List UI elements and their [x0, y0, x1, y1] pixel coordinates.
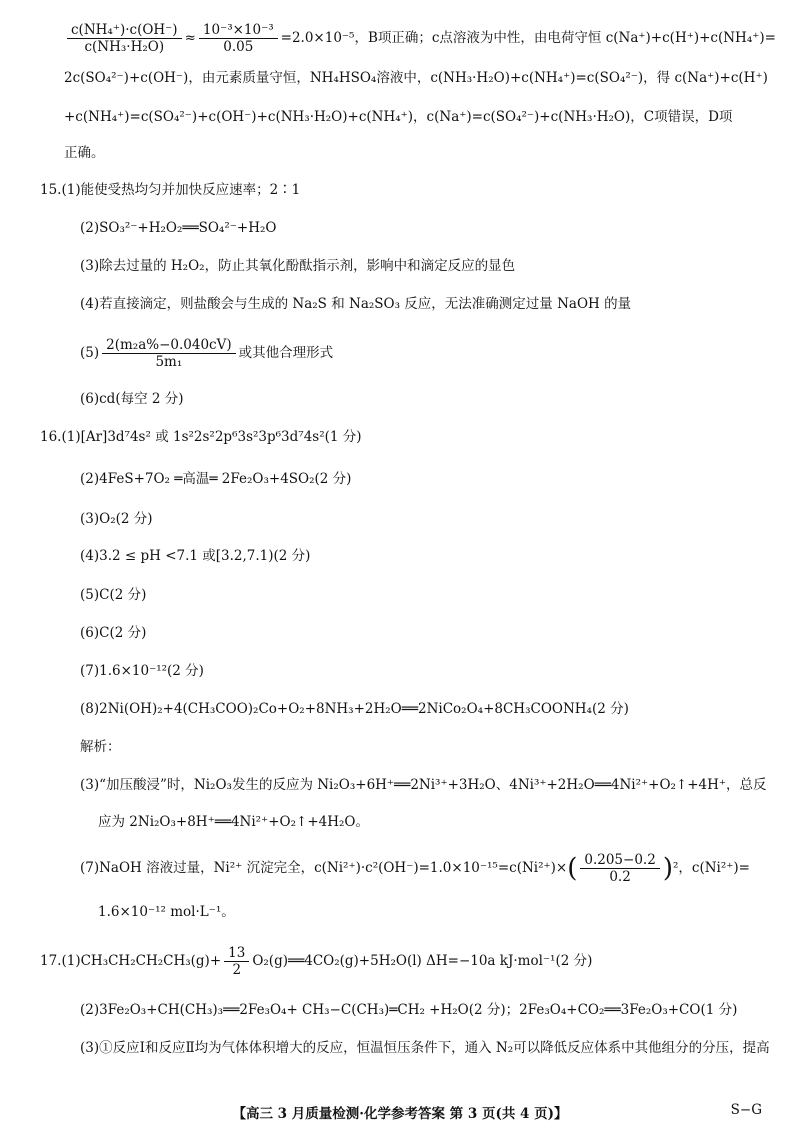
value-fraction: $\frac{\text{10⁻³×10⁻³}}{0.05}$ — [199, 22, 278, 55]
analysis-3-line1: (3)“加压酸浸”时，Ni₂O₃发生的反应为 Ni₂O₃+6H⁺══2Ni³⁺+3H₂O、4Ni³⁺+2H₂O══4Ni²⁺+O₂↑+4H⁺，总反 — [80, 777, 767, 793]
q15-part5: (5) $\frac{\text{2(m₂a\%−0.040cV)}}{\text{5m₁}}$ 或其他合理形式 — [80, 337, 334, 370]
footer-title: 【高三 3 月质量检测·化学参考答案 第 3 页(共 4 页)】 — [232, 1106, 568, 1122]
paragraph-line-2: 2c(SO₄²⁻)+c(OH⁻)，由元素质量守恒，NH₄HSO₄溶液中，c(NH₃·H₂O)+c(NH₄⁺)=c(SO₄²⁻)，得 c(Na⁺)+c(H⁺) — [64, 70, 768, 86]
q16-part2: (2)4FeS+7O₂ ═高温═ 2Fe₂O₃+4SO₂(2 分) — [80, 471, 352, 487]
q15-part3: (3)除去过量的 H₂O₂，防止其氧化酚酞指示剂，影响中和滴定反应的显色 — [80, 258, 516, 274]
ratio-fraction: $\frac{\text{c(NH₄⁺)·c(OH⁻)}}{\text{c(NH₃·H₂O)}}$ — [67, 22, 182, 55]
q16-part8: (8)2Ni(OH)₂+4(CH₃COO)₂Co+O₂+8NH₃+2H₂O══2NiCo₂O₄+8CH₃COONH₄(2 分) — [80, 701, 629, 717]
q15-part1: 15.(1)能使受热均匀并加快反应速率；2∶1 — [40, 182, 301, 198]
q16-part7: (7)1.6×10⁻¹²(2 分) — [80, 663, 204, 679]
analysis-7-line2: 1.6×10⁻¹² mol·L⁻¹。 — [98, 904, 235, 920]
q16-part1: 16.(1)[Ar]3d⁷4s² 或 1s²2s²2p⁶3s²3p⁶3d⁷4s²(1 分) — [40, 429, 362, 445]
q16-part5: (5)C(2 分) — [80, 587, 147, 603]
q17-part1: 17.(1)CH₃CH₂CH₂CH₃(g)+ $\frac{13}{2}$ O₂(g)══4CO₂(g)+5H₂O(l) ΔH=−10a kJ·mol⁻¹(2 分) — [40, 945, 593, 978]
paragraph-line-4: 正确。 — [64, 145, 105, 161]
analysis-7-fraction: $\frac{0.205-0.2}{0.2}$ — [580, 852, 659, 885]
analysis-heading: 解析： — [80, 739, 121, 755]
q16-part3: (3)O₂(2 分) — [80, 511, 153, 527]
q15-part4: (4)若直接滴定，则盐酸会与生成的 Na₂S 和 Na₂SO₃ 反应，无法准确测定过量 NaOH 的量 — [80, 296, 632, 312]
q15-part2: (2)SO₃²⁻+H₂O₂══SO₄²⁻+H₂O — [80, 220, 277, 236]
page-footer — [0, 1102, 800, 1122]
analysis-7-line1: (7)NaOH 溶液过量，Ni²⁺ 沉淀完全，c(Ni²⁺)·c²(OH⁻)=1.0×10⁻¹⁵=c(Ni²⁺)×( $\frac{0.205-0.2}{0.2}$ )²，c(Ni²⁺)= — [80, 852, 750, 885]
paragraph-line-1: $\frac{\text{c(NH₄⁺)·c(OH⁻)}}{\text{c(NH₃·H₂O)}}$ ≈ $\frac{\text{10⁻³×10⁻³}}{0.05}$ =2.0×10⁻⁵，B项正确；c点溶液为中性，由电荷守恒 c(Na⁺)+c(H⁺)+c(NH₄⁺)= — [64, 22, 764, 55]
paragraph-line-3: +c(NH₄⁺)=c(SO₄²⁻)+c(OH⁻)+c(NH₃·H₂O)+c(NH₄⁺)，c(Na⁺)=c(SO₄²⁻)+c(NH₃·H₂O)，C项错误，D项 — [64, 109, 733, 125]
q17-fraction: $\frac{13}{2}$ — [224, 945, 249, 978]
footer-code: S−G — [730, 1102, 762, 1118]
analysis-3-line2: 应为 2Ni₂O₃+8H⁺══4Ni²⁺+O₂↑+4H₂O。 — [98, 814, 369, 830]
q17-part3: (3)①反应Ⅰ和反应Ⅱ均为气体体积增大的反应，恒温恒压条件下，通入 N₂可以降低反应体系中其他组分的分压，提高 — [80, 1040, 770, 1056]
q15-fraction: $\frac{\text{2(m₂a\%−0.040cV)}}{\text{5m₁}}$ — [102, 337, 235, 370]
q17-part2: (2)3Fe₂O₃+CH(CH₃)₃══2Fe₃O₄+ CH₃−C(CH₃)═CH₂ +H₂O(2 分)；2Fe₃O₄+CO₂══3Fe₂O₃+CO(1 分) — [80, 1002, 738, 1018]
q16-part6: (6)C(2 分) — [80, 625, 147, 641]
q15-part6: (6)cd(每空 2 分) — [80, 391, 184, 407]
q16-part4: (4)3.2 ≤ pH <7.1 或[3.2,7.1)(2 分) — [80, 548, 311, 564]
